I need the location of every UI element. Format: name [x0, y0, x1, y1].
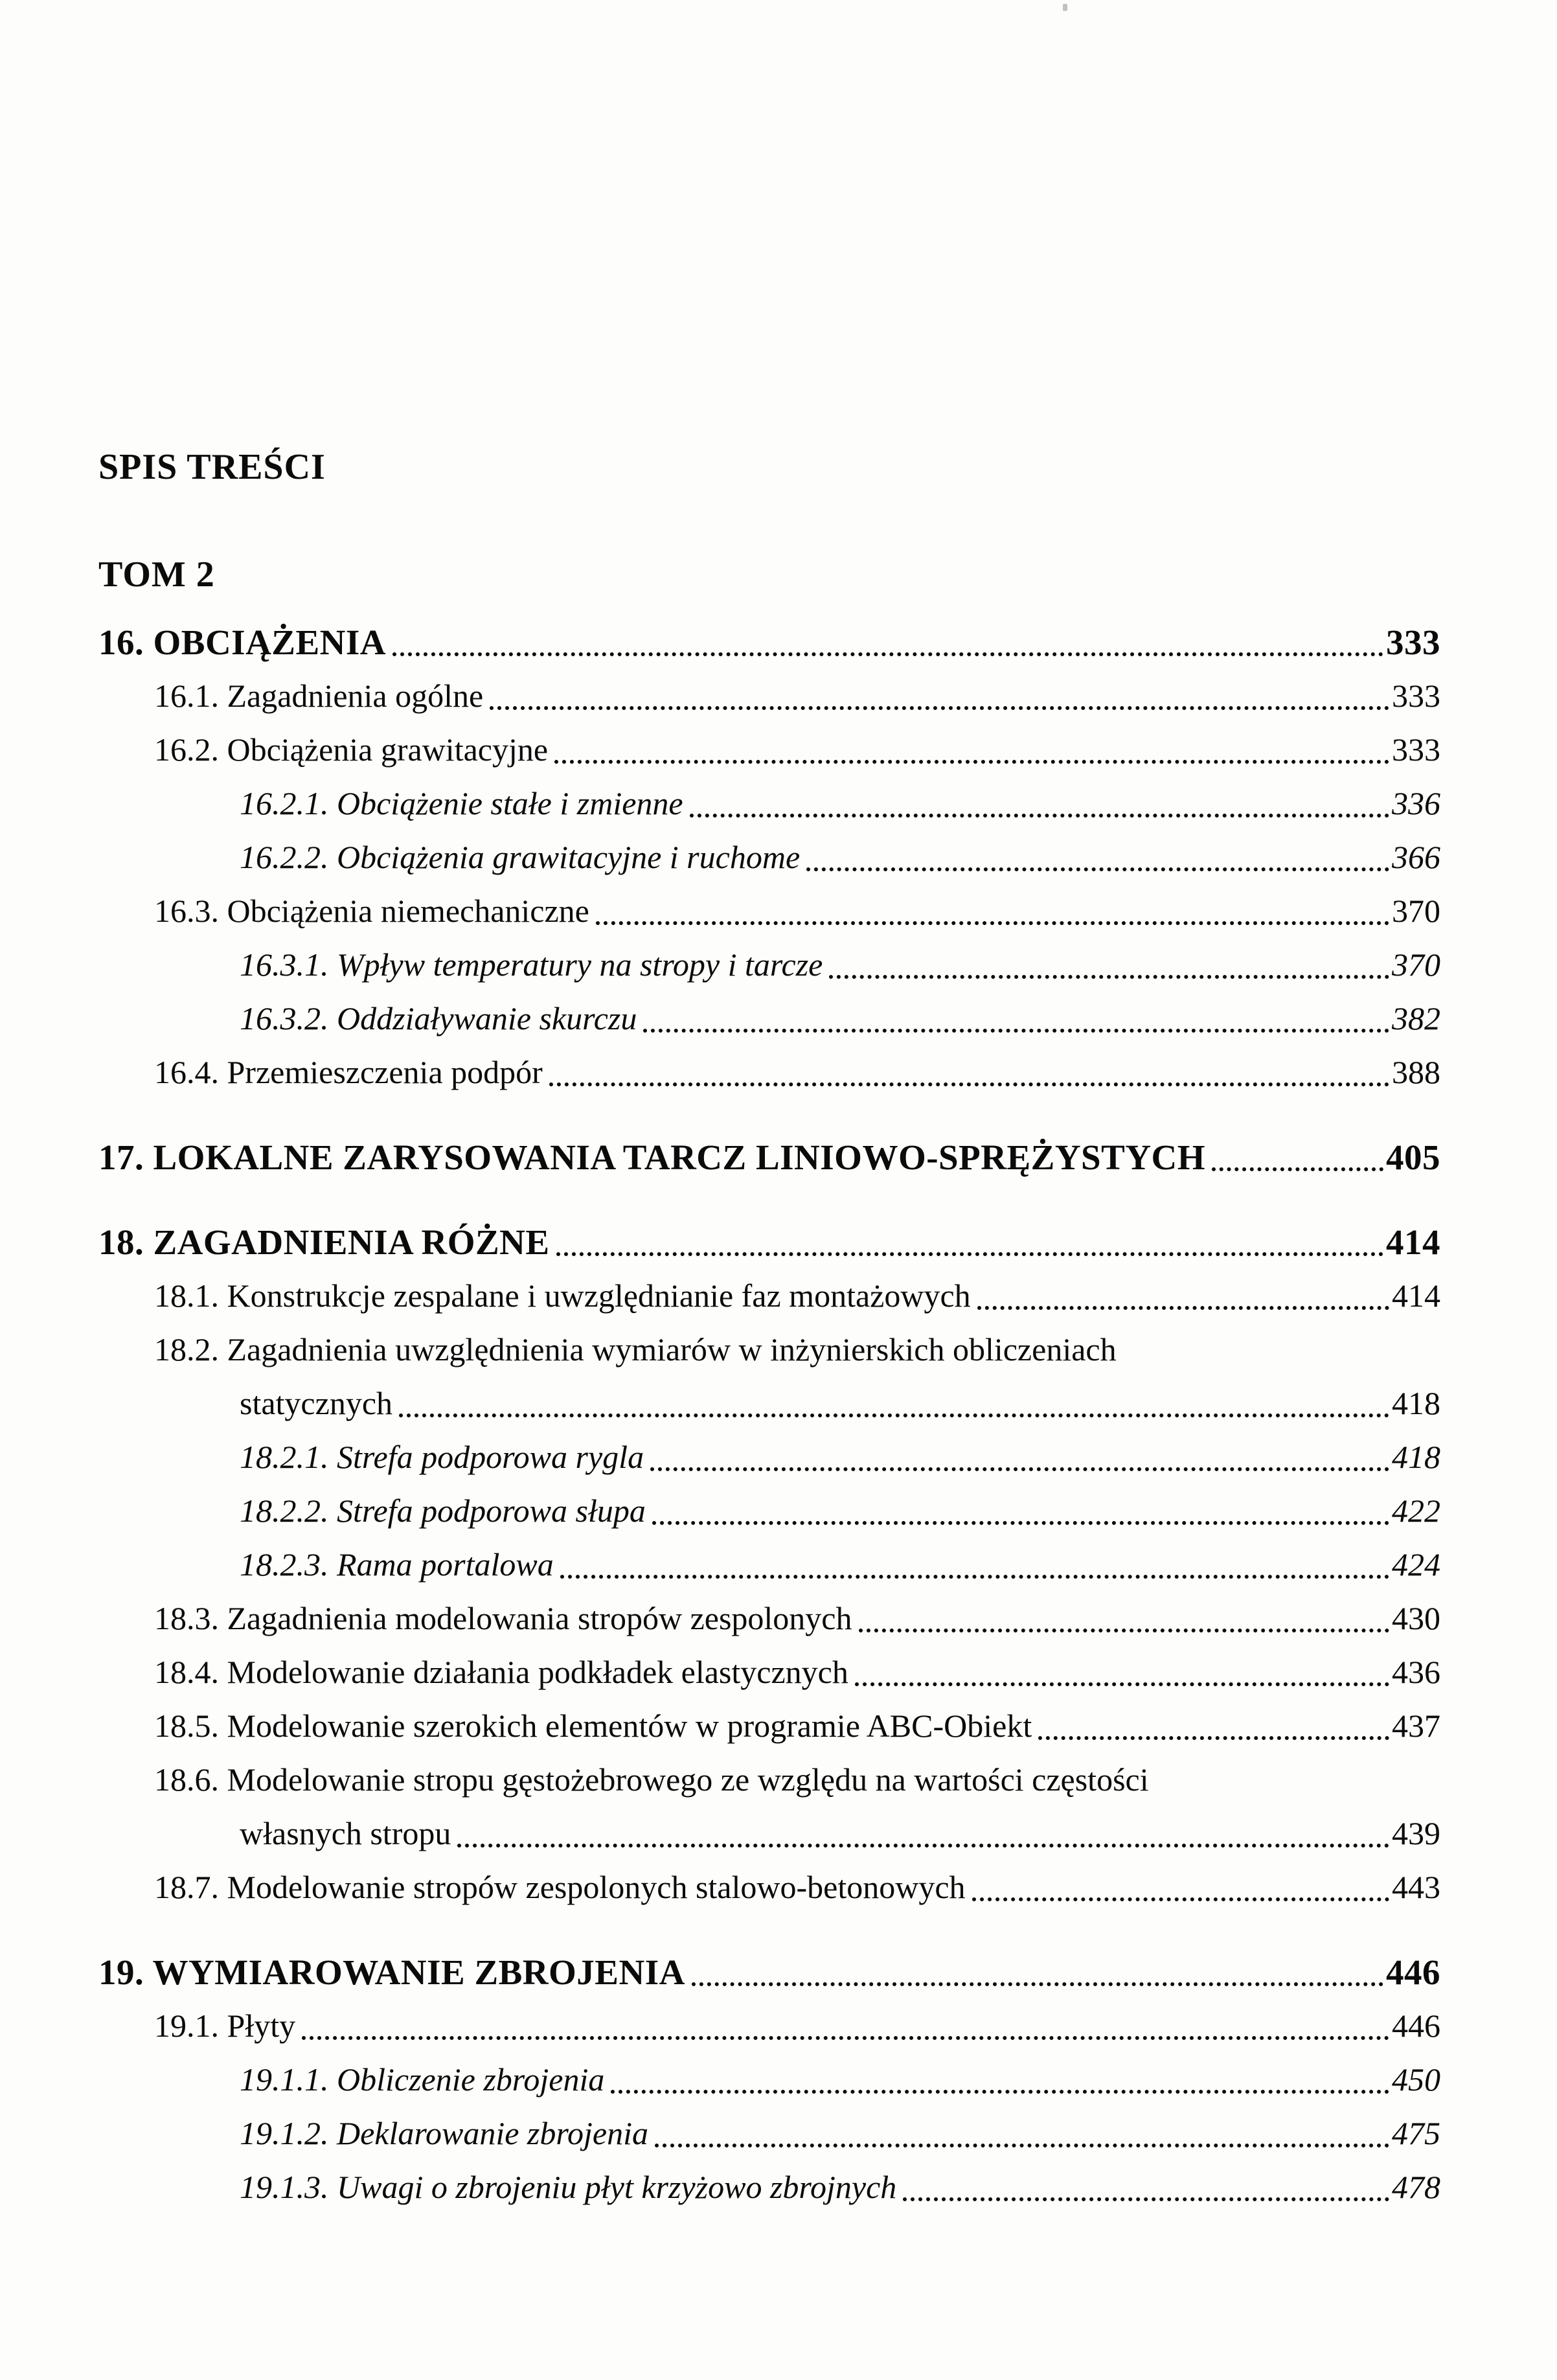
toc-entry-label: statycznych	[240, 1385, 393, 1421]
toc-entry-label: 17. LOKALNE ZARYSOWANIA TARCZ LINIOWO-SPRĘŻYSTYCH	[98, 1138, 1206, 1177]
toc-list	[98, 615, 1440, 2214]
toc-entry	[98, 992, 1440, 1046]
toc-entry-label: 16. OBCIĄŻENIA	[98, 623, 387, 662]
toc-leader-dots	[655, 2144, 1389, 2147]
toc-entry-label: 18.2.2. Strefa podporowa słupa	[240, 1493, 646, 1529]
toc-entry-label: 16.3. Obciążenia niemechaniczne	[154, 893, 589, 929]
toc-page-number: 418	[1392, 1385, 1440, 1421]
toc-leader-dots	[302, 2036, 1389, 2040]
toc-entry	[98, 1999, 1440, 2053]
toc-page-number: 333	[1392, 678, 1440, 714]
toc-entry	[98, 777, 1440, 830]
toc-leader-dots	[855, 1682, 1389, 1686]
toc-leader-dots	[457, 1844, 1389, 1848]
toc-leader-dots	[392, 652, 1383, 656]
toc-page-number: 424	[1392, 1546, 1440, 1583]
toc-page-number: 439	[1392, 1815, 1440, 1851]
toc-page-number: 414	[1386, 1222, 1440, 1262]
toc-page-number: 382	[1392, 1000, 1440, 1036]
toc-entry-label: 18.6. Modelowanie stropu gęstożebrowego ze względu na wartości częstości	[154, 1761, 1149, 1798]
toc-leader-dots	[556, 1252, 1383, 1256]
toc-entry-label: własnych stropu	[240, 1815, 451, 1851]
toc-leader-dots	[611, 2090, 1389, 2094]
toc-entry-label: 19.1.1. Obliczenie zbrojenia	[240, 2061, 605, 2098]
toc-entry	[98, 1538, 1440, 1592]
toc-entry	[98, 615, 1440, 669]
toc-entry-label: 16.4. Przemieszczenia podpór	[154, 1054, 543, 1090]
toc-entry-label: 19. WYMIAROWANIE ZBROJENIA	[98, 1952, 685, 1992]
page-title: SPIS TREŚCI	[98, 447, 326, 487]
toc-entry	[98, 1269, 1440, 1323]
toc-page-number: 475	[1392, 2115, 1440, 2151]
toc-entry-label: 19.1.3. Uwagi o zbrojeniu płyt krzyżowo zbrojnych	[240, 2169, 897, 2205]
toc-page-number: 405	[1386, 1138, 1440, 1177]
toc-entry	[98, 884, 1440, 938]
toc-leader-dots	[490, 706, 1389, 710]
toc-entry	[98, 830, 1440, 884]
toc-entry-label: 19.1. Płyty	[154, 2008, 296, 2044]
toc-page-number: 370	[1392, 946, 1440, 983]
toc-entry	[98, 669, 1440, 723]
scan-artifact-speck	[1063, 4, 1067, 11]
toc-page-number: 446	[1392, 2008, 1440, 2044]
toc-entry-label: 18.3. Zagadnienia modelowania stropów zespolonych	[154, 1600, 852, 1636]
toc-entry-label: 16.1. Zagadnienia ogólne	[154, 678, 484, 714]
toc-entry-label: 16.2.1. Obciążenie stałe i zmienne	[240, 785, 683, 821]
toc-page-number: 414	[1392, 1277, 1440, 1314]
toc-page-number: 333	[1392, 731, 1440, 768]
toc-leader-dots	[829, 975, 1389, 979]
toc-leader-dots	[977, 1306, 1389, 1310]
toc-entry-label: 18.1. Konstrukcje zespalane i uwzględnianie faz montażowych	[154, 1277, 971, 1314]
toc-page-number: 418	[1392, 1439, 1440, 1475]
toc-page-number: 450	[1392, 2061, 1440, 2098]
toc-entry	[98, 723, 1440, 777]
toc-page-number: 478	[1392, 2169, 1440, 2205]
toc-entry-label: 16.2. Obciążenia grawitacyjne	[154, 731, 549, 768]
toc-entry-label: 18. ZAGADNIENIA RÓŻNE	[98, 1222, 550, 1262]
toc-page-number: 333	[1386, 623, 1440, 662]
toc-entry-label: 16.2.2. Obciążenia grawitacyjne i ruchome	[240, 839, 801, 875]
toc-entry	[98, 1323, 1440, 1377]
toc-page-number: 446	[1386, 1952, 1440, 1992]
toc-entry-label: 18.2.1. Strefa podporowa rygla	[240, 1439, 644, 1475]
toc-entry	[98, 2053, 1440, 2107]
toc-leader-dots	[972, 1897, 1389, 1901]
toc-leader-dots	[903, 2197, 1389, 2201]
toc-entry-label: 18.5. Modelowanie szerokich elementów w programie ABC-Obiekt	[154, 1708, 1032, 1744]
toc-page-number: 388	[1392, 1054, 1440, 1090]
toc-entry	[98, 1484, 1440, 1538]
toc-leader-dots	[560, 1575, 1389, 1579]
toc-leader-dots	[554, 760, 1389, 764]
toc-entry	[98, 1046, 1440, 1099]
toc-leader-dots	[859, 1629, 1390, 1632]
toc-entry	[98, 1377, 1440, 1430]
toc-entry	[98, 2107, 1440, 2160]
toc-leader-dots	[1038, 1736, 1389, 1740]
toc-entry	[98, 1430, 1440, 1484]
toc-entry	[98, 1945, 1440, 1999]
toc-entry-label: 16.3.2. Oddziaływanie skurczu	[240, 1000, 637, 1036]
toc-page-number: 370	[1392, 893, 1440, 929]
toc-page-number: 422	[1392, 1493, 1440, 1529]
toc-leader-dots	[549, 1082, 1389, 1086]
toc-entry	[98, 1860, 1440, 1914]
toc-page-number: 366	[1392, 839, 1440, 875]
toc-page-number: 430	[1392, 1600, 1440, 1636]
toc-entry-label: 18.4. Modelowanie działania podkładek elastycznych	[154, 1654, 848, 1690]
toc-entry	[98, 2160, 1440, 2214]
toc-leader-dots	[596, 921, 1389, 925]
toc-page-number: 443	[1392, 1869, 1440, 1905]
toc-entry-label: 18.2. Zagadnienia uwzględnienia wymiarów w inżynierskich obliczeniach	[154, 1331, 1117, 1367]
toc-entry-label: 16.3.1. Wpływ temperatury na stropy i tarcze	[240, 946, 823, 983]
toc-leader-dots	[1212, 1167, 1383, 1171]
toc-page-number: 336	[1392, 785, 1440, 821]
toc-leader-dots	[652, 1521, 1389, 1525]
toc-leader-dots	[692, 1982, 1383, 1986]
toc-entry	[98, 1645, 1440, 1699]
toc-entry	[98, 1699, 1440, 1753]
toc-entry	[98, 1592, 1440, 1645]
toc-entry	[98, 1215, 1440, 1269]
toc-leader-dots	[650, 1467, 1389, 1471]
toc-entry-label: 18.2.3. Rama portalowa	[240, 1546, 554, 1583]
toc-entry	[98, 1753, 1440, 1807]
toc-entry	[98, 938, 1440, 992]
toc-leader-dots	[399, 1413, 1389, 1417]
toc-page-number: 436	[1392, 1654, 1440, 1690]
toc-leader-dots	[643, 1029, 1389, 1033]
toc-entry-label: 18.7. Modelowanie stropów zespolonych stalowo-betonowych	[154, 1869, 966, 1905]
toc-entry-label: 19.1.2. Deklarowanie zbrojenia	[240, 2115, 648, 2151]
toc-page-number: 437	[1392, 1708, 1440, 1744]
volume-label: TOM 2	[98, 555, 215, 595]
toc-entry	[98, 1130, 1440, 1184]
toc-leader-dots	[806, 867, 1389, 871]
toc-leader-dots	[690, 814, 1389, 818]
toc-entry	[98, 1807, 1440, 1860]
